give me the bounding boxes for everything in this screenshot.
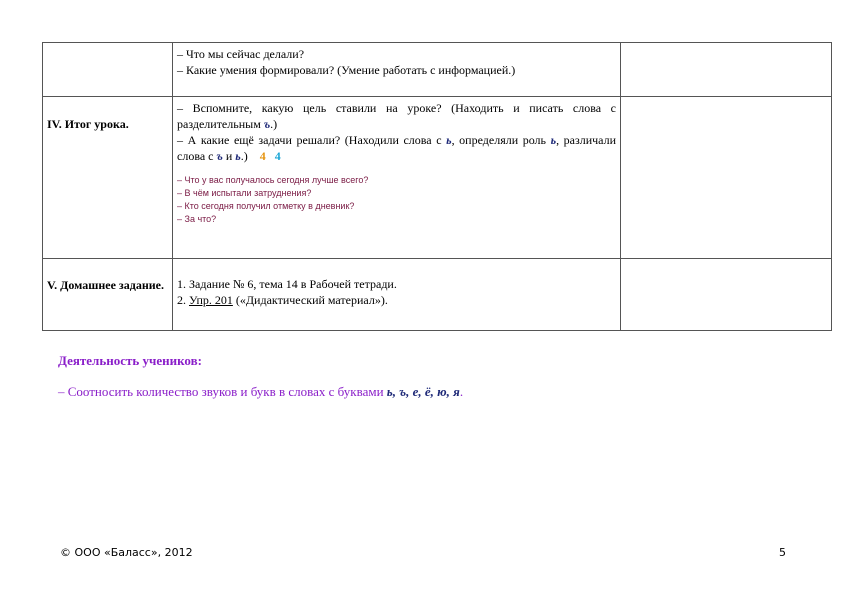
tasks-text: , определяли роль (451, 133, 551, 147)
stage-cell (43, 97, 173, 259)
question-line: – Какие умения формировали? (Умение работать с информацией.) (177, 63, 516, 77)
hard-sign-letter: ъ (263, 117, 271, 131)
table-row (43, 43, 832, 97)
content-cell (173, 97, 621, 259)
stage-cell (43, 259, 173, 331)
activity-line (58, 384, 463, 400)
table-row (43, 259, 832, 331)
reflection-question: – За что? (177, 214, 217, 224)
soft-sign-letter: ь (446, 133, 452, 147)
question-line: – Что мы сейчас делали? (177, 47, 305, 61)
activity-heading: Деятельность учеников: (58, 353, 202, 368)
tasks-text: и (222, 149, 236, 163)
activity-letters: ь, ъ, е, ё, ю, я (386, 384, 460, 399)
homework-rest: («Дидактический материал»). (232, 293, 388, 307)
notes-cell (621, 97, 832, 259)
reflection-question: – Что у вас получалось сегодня лучше всего? (177, 175, 369, 185)
goal-end: .) (270, 117, 278, 131)
soft-sign-letter: ь (550, 133, 557, 147)
page-number: 5 (779, 546, 786, 559)
reflection-question: – Кто сегодня получил отметку в дневник? (177, 201, 355, 211)
homework-item (177, 292, 616, 308)
copyright-footer: © ООО «Баласс», 2012 (60, 546, 193, 559)
goal-paragraph (177, 100, 616, 132)
reflection-question: – В чём испытали затруднения? (177, 188, 312, 198)
tasks-text: .) (240, 149, 248, 163)
content-cell (173, 259, 621, 331)
notes-cell (621, 43, 832, 97)
goal-text: – Вспомните, какую цель ставили на уроке? (Находить и писать слова с разделительным (177, 101, 616, 131)
stage-cell (43, 43, 173, 97)
table-row (43, 97, 832, 259)
tasks-text: , различали слова с (177, 133, 617, 163)
activity-end: . (459, 384, 464, 399)
homework-item: 1. Задание № 6, тема 14 в Рабочей тетради. (177, 277, 397, 291)
notes-cell (621, 259, 832, 331)
tasks-paragraph (177, 132, 616, 164)
tasks-text: – А какие ещё задачи решали? (Находили слова с (177, 133, 447, 147)
stage-title: IV. Итог урока. (47, 117, 129, 131)
soft-sign-letter: ь (235, 149, 241, 163)
hard-sign-letter: ъ (216, 149, 223, 163)
content-cell (173, 43, 621, 97)
number-cyan: 4 (274, 149, 281, 163)
number-orange: 4 (259, 149, 266, 163)
exercise-link[interactable]: Упр. 201 (189, 293, 233, 307)
activity-text: – Соотносить количество звуков и букв в словах с буквами (58, 384, 387, 399)
lesson-table (42, 42, 832, 331)
homework-number: 2. (177, 293, 189, 307)
stage-title: V. Домашнее задание. (47, 278, 164, 292)
